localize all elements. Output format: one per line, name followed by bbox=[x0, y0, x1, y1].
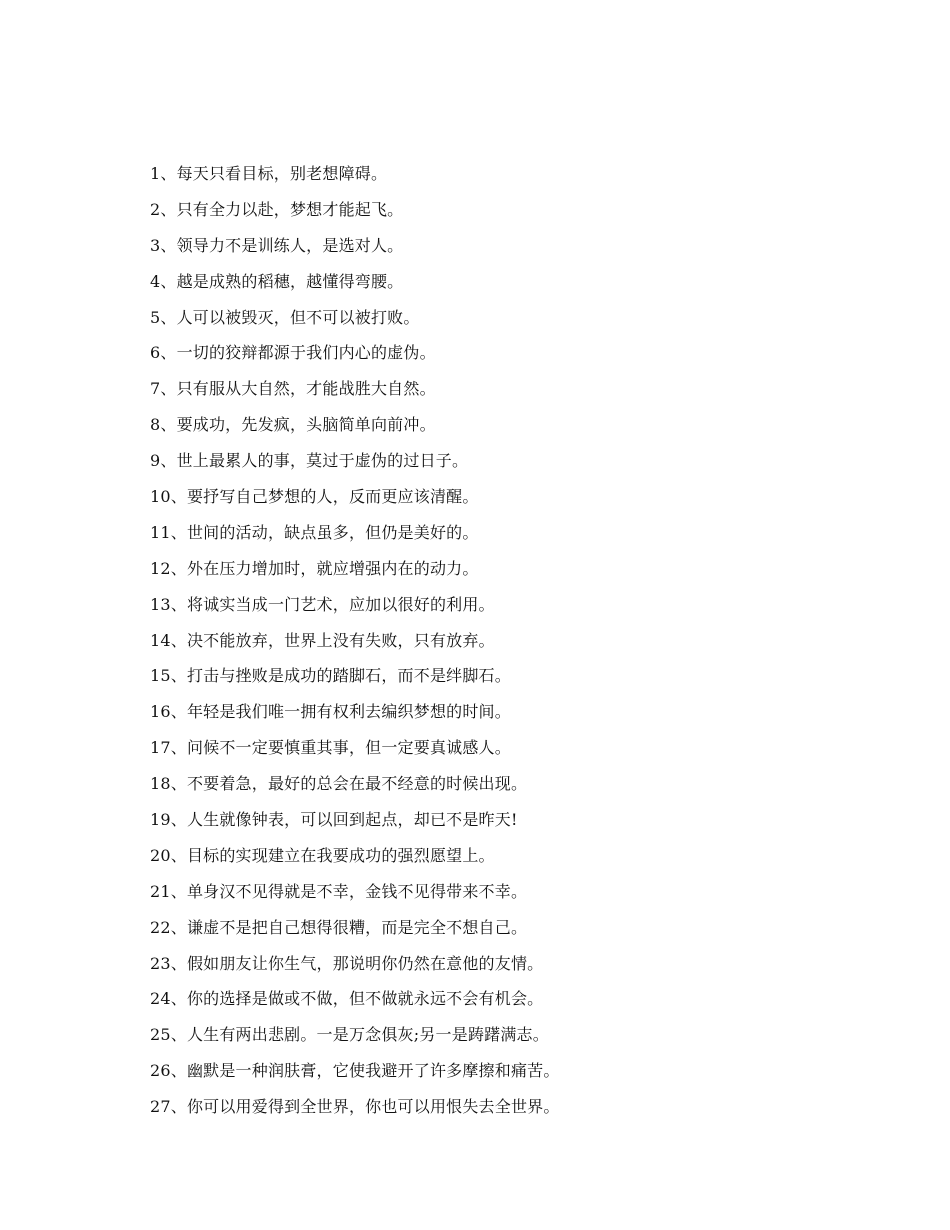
quote-item: 24、你的选择是做或不做，但不做就永远不会有机会。 bbox=[150, 989, 544, 1009]
quote-item: 17、问候不一定要慎重其事，但一定要真诚感人。 bbox=[150, 738, 511, 758]
quote-item: 22、谦虚不是把自己想得很糟，而是完全不想自己。 bbox=[150, 917, 528, 937]
quote-item: 3、领导力不是训练人，是选对人。 bbox=[150, 235, 404, 255]
quote-item: 8、要成功，先发疯，头脑简单向前冲。 bbox=[150, 415, 436, 435]
quote-item: 5、人可以被毁灭，但不可以被打败。 bbox=[150, 307, 420, 327]
quote-item: 19、人生就像钟表，可以回到起点，却已不是昨天! bbox=[150, 810, 518, 830]
quote-item: 25、人生有两出悲剧。一是万念俱灰;另一是踌躇满志。 bbox=[150, 1025, 549, 1045]
quote-item: 11、世间的活动，缺点虽多，但仍是美好的。 bbox=[150, 522, 479, 542]
quote-item: 6、一切的狡辩都源于我们内心的虚伪。 bbox=[150, 343, 436, 363]
quote-item: 27、你可以用爱得到全世界，你也可以用恨失去全世界。 bbox=[150, 1097, 560, 1117]
quote-item: 23、假如朋友让你生气，那说明你仍然在意他的友情。 bbox=[150, 953, 544, 973]
quote-item: 4、越是成熟的稻穗，越懂得弯腰。 bbox=[150, 271, 404, 291]
quote-item: 18、不要着急，最好的总会在最不经意的时候出现。 bbox=[150, 774, 528, 794]
quote-item: 15、打击与挫败是成功的踏脚石，而不是绊脚石。 bbox=[150, 666, 511, 686]
quote-list bbox=[150, 156, 850, 1125]
quote-item: 14、决不能放弃，世界上没有失败，只有放弃。 bbox=[150, 630, 495, 650]
quote-item: 16、年轻是我们唯一拥有权利去编织梦想的时间。 bbox=[150, 702, 511, 722]
quote-item: 7、只有服从大自然，才能战胜大自然。 bbox=[150, 379, 436, 399]
quote-item: 10、要抒写自己梦想的人，反而更应该清醒。 bbox=[150, 487, 479, 507]
quote-item: 9、世上最累人的事，莫过于虚伪的过日子。 bbox=[150, 451, 469, 471]
quote-item: 12、外在压力增加时，就应增强内在的动力。 bbox=[150, 558, 479, 578]
quote-item: 20、目标的实现建立在我要成功的强烈愿望上。 bbox=[150, 845, 495, 865]
quote-item: 2、只有全力以赴，梦想才能起飞。 bbox=[150, 199, 404, 219]
quote-item: 21、单身汉不见得就是不幸，金钱不见得带来不幸。 bbox=[150, 881, 528, 901]
quote-item: 13、将诚实当成一门艺术，应加以很好的利用。 bbox=[150, 594, 495, 614]
quote-item: 1、每天只看目标，别老想障碍。 bbox=[150, 164, 388, 183]
quote-item: 26、幽默是一种润肤膏，它使我避开了许多摩擦和痛苦。 bbox=[150, 1061, 560, 1081]
